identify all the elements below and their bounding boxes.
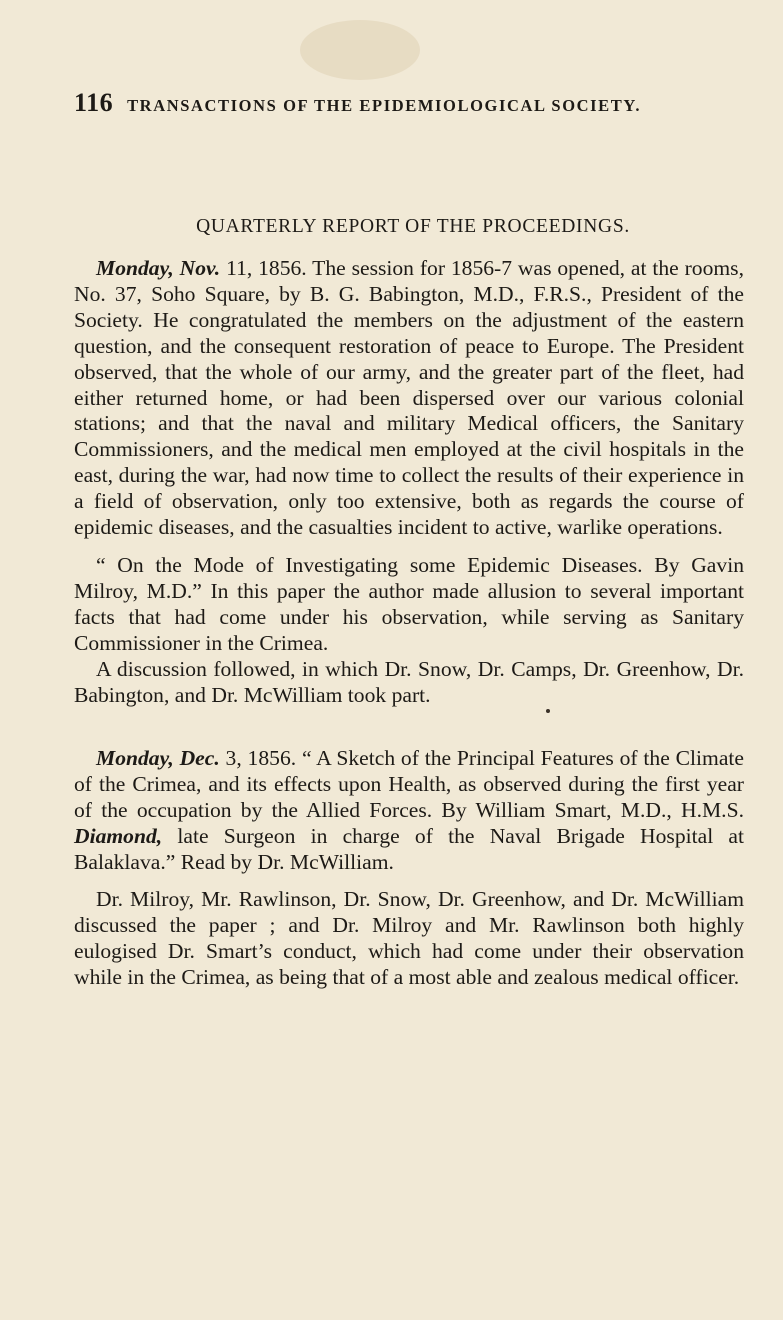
paragraph-nov-meeting — [74, 256, 744, 541]
page-body — [74, 88, 744, 991]
date-nov: Monday, Nov. — [96, 256, 221, 280]
paragraph-dec-text-b: late Surgeon in charge of the Naval Brigade Hospital at Balaklava.” Read by Dr. McWilliam. — [74, 824, 744, 875]
paragraph-discussion: A discussion followed, in which Dr. Snow, Dr. Camps, Dr. Greenhow, Dr. Babington, and Dr. McWilliam took part. — [74, 656, 744, 707]
paragraph-milroy-paper: “ On the Mode of Investigating some Epidemic Diseases. By Gavin Milroy, M.D.” In this paper the author made allusion to several important facts that had come under his observation, while serving as Sanitary Commissioner in the Crimea. — [74, 552, 744, 655]
section-dot — [546, 709, 550, 713]
section-heading: QUARTERLY REPORT OF THE PROCEEDINGS. — [196, 216, 630, 237]
running-title: TRANSACTIONS OF THE EPIDEMIOLOGICAL SOCIETY. — [127, 96, 642, 115]
running-header — [74, 88, 744, 120]
page-number: 116 — [74, 88, 114, 117]
paragraph-dec-meeting — [74, 746, 744, 876]
paragraph-nov-text: 11, 1856. The session for 1856-7 was opened, at the rooms, No. 37, Soho Square, by B. G. Babington, M.D., F.R.S., President of the Society. He congratulated the members on the adjustment of the eastern question, and the consequent restoration of peace to Europe. The President observed, that the whole of our army, and the greater part of the fleet, had either returned home, or had been dispersed over our various colonial stations; and that the naval and military Medical officers, the Sanitary Commissioners, and the medical men employed at the civil hospitals in the east, during the war, had now time to collect the results of their experience in a field of observation, only too extensive, both as regards the course of epidemic diseases, and the casualties incident to active, warlike operations. — [74, 256, 744, 540]
ship-name: Diamond, — [74, 824, 163, 849]
date-dec: Monday, Dec. — [96, 746, 220, 771]
paragraph-dec-text-a: 3, 1856. “ A Sketch of the Principal Features of the Climate of the Crimea, and its effects upon Health, as observed during the first year of the occupation by the Allied Forces. By William Smart, M.D., H.M.S. — [74, 746, 744, 823]
paragraph-milroy-discussion: Dr. Milroy, Mr. Rawlinson, Dr. Snow, Dr. Greenhow, and Dr. McWilliam discussed the paper ; and Dr. Milroy and Mr. Rawlinson both highly eulogised Dr. Smart’s conduct, which had come under their observation while in the Crimea, as being that of a most able and zealous medical officer. — [74, 886, 744, 989]
paper-stain — [300, 20, 420, 80]
